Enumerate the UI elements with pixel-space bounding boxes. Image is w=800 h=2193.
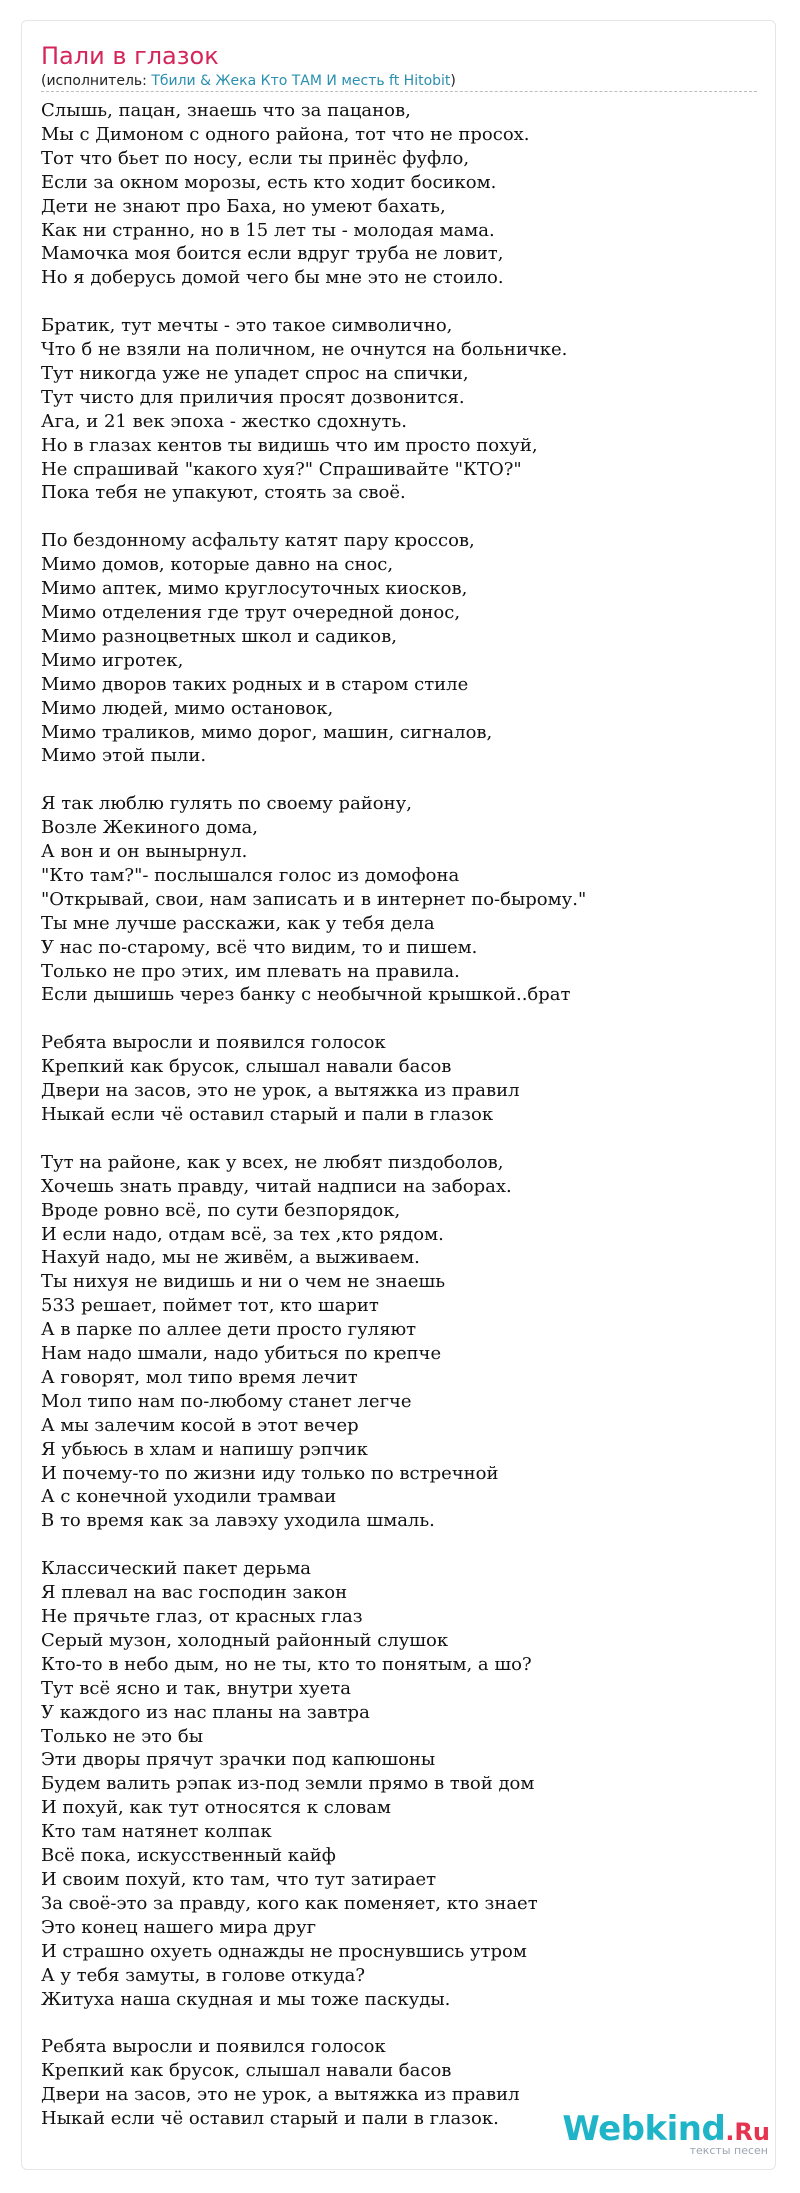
lyric-line: Только не про этих, им плевать на правила.: [41, 960, 460, 982]
lyric-line: Всё пока, искусственный кайф: [41, 1845, 336, 1867]
lyric-line: И похуй, как тут относятся к словам: [41, 1797, 391, 1819]
lyric-line: Будем валить рэпак из-под земли прямо в твой дом: [41, 1773, 535, 1795]
lyric-line: Мимо людей, мимо остановок,: [41, 697, 334, 719]
lyric-line: Тут на районе, как у всех, не любят пиздоболов,: [41, 1151, 504, 1173]
stanza: [41, 529, 761, 768]
performer-line: [41, 72, 456, 90]
stanza: [41, 1031, 761, 1127]
lyric-line: Тут чисто для приличия просят дозвонится.: [41, 386, 465, 408]
lyric-line: Тот что бьет по носу, если ты принёс фуфло,: [41, 147, 470, 169]
lyric-line: Тут всё ясно и так, внутри хуета: [41, 1677, 351, 1699]
lyric-line: Двери на засов, это не урок, а вытяжка из правил: [41, 2084, 520, 2106]
lyric-line: Тут никогда уже не упадет спрос на спички,: [41, 362, 469, 384]
lyric-line: Ныкай если чё оставил старый и пали в глазок: [41, 1104, 494, 1125]
lyric-line: Мимо траликов, мимо дорог, машин, сигналов,: [41, 721, 493, 743]
lyric-line: Ты мне лучше расскажи, как у тебя дела: [41, 912, 435, 934]
lyric-line: Дети не знают про Баха, но умеют бахать,: [41, 195, 446, 217]
lyric-line: Я так люблю гулять по своему району,: [41, 793, 412, 815]
logo-name: Webkind: [562, 2109, 726, 2149]
lyric-line: Только не это бы: [41, 1725, 204, 1747]
lyric-line: Ребята выросли и появился голосок: [41, 2036, 386, 2058]
lyric-line: Мимо дворов таких родных и в старом стиле: [41, 673, 469, 695]
lyric-line: У нас по-старому, всё что видим, то и пишем.: [41, 936, 478, 958]
lyric-line: Если дышишь через банку с необычной крышкой..брат: [41, 984, 571, 1006]
lyric-line: Мимо отделения где трут очередной донос,: [41, 602, 461, 623]
lyric-line: Я убьюсь в хлам и напишу рэпчик: [41, 1438, 368, 1460]
lyric-line: "Открывай, свои, нам записать и в интернет по-бырому.": [41, 888, 587, 910]
song-title: Пали в глазок: [41, 42, 219, 70]
lyric-line: В то время как за лавэху уходила шмаль.: [41, 1510, 435, 1532]
performer-link[interactable]: Тбили & Жека Кто ТАМ И месть ft Hitobit: [151, 73, 451, 89]
lyric-line: "Кто там?"- послышался голос из домофона: [41, 864, 460, 886]
lyric-line: Мимо этой пыли.: [41, 745, 207, 767]
lyric-line: Я плевал на вас господин закон: [41, 1582, 348, 1604]
lyric-line: За своё-это за правду, кого как поменяет, кто знает: [41, 1892, 538, 1914]
lyric-line: А говорят, мол типо время лечит: [41, 1366, 358, 1388]
lyric-line: И если надо, отдам всё, за тех ,кто рядом.: [41, 1223, 444, 1245]
stanza: [41, 314, 761, 505]
lyric-line: Это конец нашего мира друг: [41, 1916, 317, 1938]
lyric-line: Мимо аптек, мимо круглосуточных киосков,: [41, 578, 468, 600]
lyric-line: Мимо разноцветных школ и садиков,: [41, 625, 397, 647]
lyric-line: Крепкий как брусок, слышал навали басов: [41, 2060, 452, 2082]
lyric-line: И своим похуй, кто там, что тут затирает: [41, 1868, 437, 1890]
lyric-line: Житуха наша скудная и мы тоже паскуды.: [41, 1988, 451, 2010]
lyric-line: Не спрашивай "какого хуя?" Спрашивайте "КТО?": [41, 458, 522, 480]
performer-prefix: (исполнитель:: [41, 73, 152, 89]
lyric-line: Ага, и 21 век эпоха - жестко сдохнуть.: [41, 410, 407, 432]
lyric-line: Нахуй надо, мы не живём, а выживаем.: [41, 1247, 420, 1269]
lyric-line: По бездонному асфальту катят пару кроссов,: [41, 530, 475, 552]
lyric-line: А у тебя замуты, в голове откуда?: [41, 1964, 366, 1986]
stanza: [41, 1557, 761, 2011]
lyric-line: Крепкий как брусок, слышал навали басов: [41, 1056, 452, 1078]
lyric-line: Ребята выросли и появился голосок: [41, 1032, 386, 1054]
lyric-line: Пока тебя не упакуют, стоять за своё.: [41, 482, 406, 504]
lyric-line: Ныкай если чё оставил старый и пали в глазок.: [41, 2108, 499, 2130]
lyrics-text: [41, 99, 761, 2131]
lyric-line: Мимо игротек,: [41, 649, 184, 671]
stanza: [41, 99, 761, 290]
lyric-line: Вроде ровно всё, по сути безпорядок,: [41, 1199, 401, 1221]
performer-suffix: ): [450, 73, 456, 89]
lyric-line: Кто там натянет колпак: [41, 1821, 272, 1843]
lyric-line: Эти дворы прячут зрачки под капюшоны: [41, 1749, 436, 1771]
lyric-line: Слышь, пацан, знаешь что за пацанов,: [41, 100, 411, 121]
lyric-line: Братик, тут мечты - это такое символично,: [41, 315, 453, 337]
lyric-line: Серый музон, холодный районный слушок: [41, 1629, 449, 1651]
lyric-line: Но я доберусь домой чего бы мне это не стоило.: [41, 267, 504, 289]
lyric-line: Ты нихуя не видишь и ни о чем не знаешь: [41, 1271, 446, 1293]
lyric-line: Не прячьте глаз, от красных глаз: [41, 1606, 363, 1627]
lyric-line: У каждого из нас планы на завтра: [41, 1701, 370, 1723]
lyric-line: Возле Жекиного дома,: [41, 817, 259, 839]
stanza: [41, 1151, 761, 1534]
lyric-line: Но в глазах кентов ты видишь что им просто похуй,: [41, 434, 538, 456]
lyric-line: Классический пакет дерьма: [41, 1558, 311, 1580]
title-divider: [41, 91, 757, 92]
logo-tld: .Ru: [725, 2118, 770, 2146]
lyric-line: И страшно охуеть однажды не проснувшись утром: [41, 1940, 527, 1962]
logo-tagline: тексты песен: [689, 2144, 768, 2157]
lyric-line: Нам надо шмали, надо убиться по крепче: [41, 1343, 442, 1365]
lyric-line: Двери на засов, это не урок, а вытяжка из правил: [41, 1080, 520, 1102]
lyric-line: Мамочка моя боится если вдруг труба не ловит,: [41, 243, 504, 265]
stanza: [41, 792, 761, 1007]
lyric-line: А вон и он вынырнул.: [41, 841, 248, 863]
lyric-line: Кто-то в небо дым, но не ты, кто то понятым, а шо?: [41, 1653, 532, 1675]
lyric-line: Мол типо нам по-любому станет легче: [41, 1390, 412, 1412]
lyric-line: Мимо домов, которые давно на снос,: [41, 554, 394, 576]
site-logo[interactable]: [562, 2109, 770, 2157]
lyric-line: Мы с Димоном с одного района, тот что не просох.: [41, 123, 530, 145]
lyric-line: А с конечной уходили трамваи: [41, 1486, 337, 1508]
lyric-line: 533 решает, поймет тот, кто шарит: [41, 1295, 379, 1317]
lyric-line: Если за окном морозы, есть кто ходит босиком.: [41, 171, 497, 193]
lyric-line: Как ни странно, но в 15 лет ты - молодая мама.: [41, 219, 495, 241]
lyric-line: И почему-то по жизни иду только по встречной: [41, 1462, 499, 1484]
lyric-line: Хочешь знать правду, читай надписи на заборах.: [41, 1175, 512, 1197]
lyric-line: Что б не взяли на поличном, не очнутся на больничке.: [41, 339, 568, 361]
lyric-line: А в парке по аллее дети просто гуляют: [41, 1319, 417, 1341]
lyric-line: А мы залечим косой в этот вечер: [41, 1414, 359, 1436]
